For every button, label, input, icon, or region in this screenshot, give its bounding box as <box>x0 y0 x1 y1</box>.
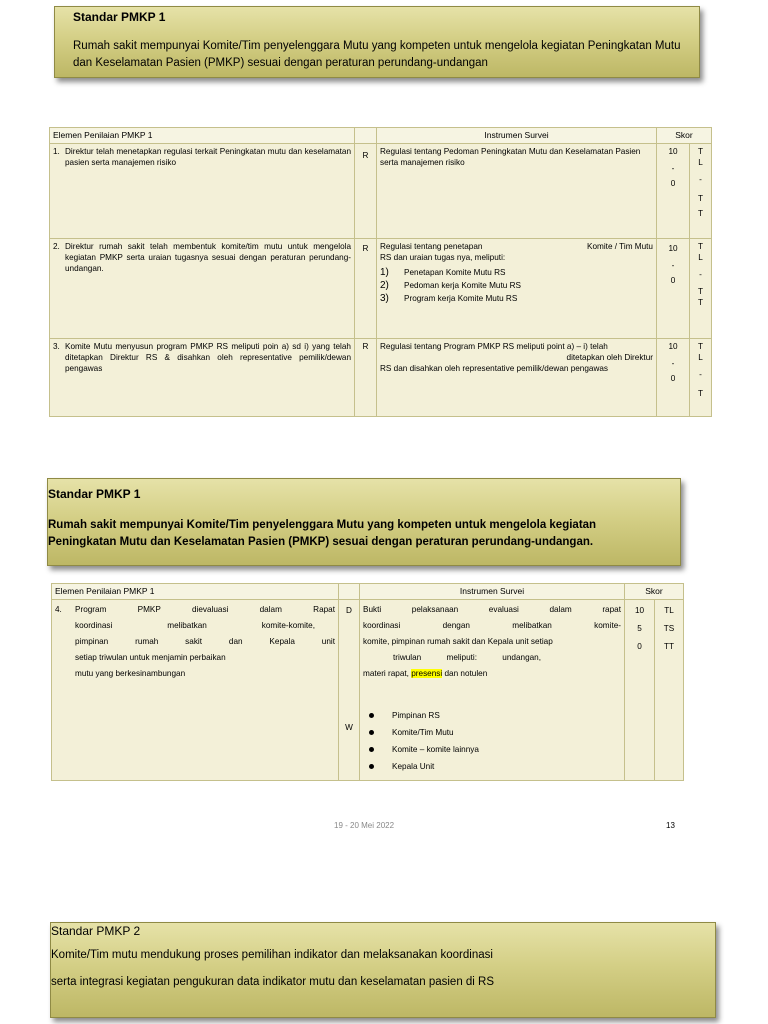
code-w: W <box>345 723 353 732</box>
list-item: Komite – komite lainnya <box>363 744 621 755</box>
instrumen-text: komite, pimpinan rumah sakit dan Kepala unit setiap <box>363 637 553 646</box>
instrumen-text: RS dan uraian tugas nya, meliputi: <box>380 253 506 262</box>
list-item: 1) Penetapan Komite Mutu RS <box>380 267 506 278</box>
header-elemen: Elemen Penilaian PMKP 1 <box>52 584 339 600</box>
row-number: 4. <box>55 605 62 614</box>
standard-banner-1 <box>54 6 700 78</box>
instrumen-text: triwulan meliputi: undangan, <box>393 653 541 662</box>
standard-text: Rumah sakit mempunyai Komite/Tim penyelenggara Mutu yang kompeten untuk mengelola kegiatan <box>48 519 597 531</box>
skor-cell: 10 - 0 <box>657 339 690 417</box>
code-cell: R <box>355 144 377 239</box>
assessment-table-1 <box>49 127 712 417</box>
list-item: Komite/Tim Mutu <box>363 727 621 738</box>
instrumen-text: Regulasi tentang Program PMKP RS meliputi point a) – i) telah <box>380 342 608 351</box>
header-skor: Skor <box>625 584 684 600</box>
skor-cell: 10 5 0 <box>625 600 655 781</box>
instrumen-text: Bukti pelaksanaan evaluasi dalam rapat <box>363 605 621 614</box>
standard-banner-3 <box>50 922 716 1018</box>
assessment-table-2 <box>51 583 684 781</box>
header-elemen: Elemen Penilaian PMKP 1 <box>50 128 355 144</box>
bullet-icon <box>369 764 374 769</box>
instrumen-text: dan notulen <box>444 669 488 678</box>
instrumen-text: Regulasi tentang penetapan <box>380 242 483 251</box>
elemen-text: Program PMKP dievaluasi dalam Rapat <box>75 605 335 614</box>
row-number: 2. <box>53 242 60 251</box>
instrumen-text: Komite / Tim Mutu <box>587 242 653 251</box>
participants-list <box>363 710 621 772</box>
standard-title: Standar PMKP 2 <box>51 924 141 938</box>
list-item: Kepala Unit <box>363 761 621 772</box>
elemen-text: mutu yang berkesinambungan <box>75 669 186 678</box>
header-instrumen: Instrumen Survei <box>377 128 657 144</box>
elemen-text: pimpinan rumah sakit dan Kepala unit <box>75 637 335 646</box>
standard-title: Standar PMKP 1 <box>48 487 141 501</box>
standard-text: Rumah sakit mempunyai Komite/Tim penyelenggara Mutu yang kompeten untuk mengelola kegiatan Peningkatan Mutu dan Keselamatan Pasien (PMKP) sesuai dengan peraturan perundang-undangan <box>73 40 681 69</box>
instrumen-text: ditetapkan oleh Direktur <box>566 353 653 362</box>
code-cell: R <box>355 239 377 339</box>
code-d: D <box>346 606 352 615</box>
skor-cell: 10 - 0 <box>657 144 690 239</box>
elemen-text: setiap triwulan untuk menjamin perbaikan <box>75 653 226 662</box>
table-row <box>50 239 712 339</box>
table-row <box>50 339 712 417</box>
instrumen-text: Regulasi tentang Pedoman Peningkatan Mutu dan Keselamatan Pasien serta manajemen risiko <box>377 144 657 239</box>
elemen-text: Komite Mutu menyusun program PMKP RS meliputi poin a) sd i) yang telah ditetapkan Direktur RS & disahkan oleh representative pemilik/dewan pengawas <box>65 342 351 373</box>
standard-title: Standar PMKP 1 <box>73 10 166 24</box>
grade-cell: T L - T T <box>690 239 712 339</box>
code-cell: R <box>355 339 377 417</box>
page-number: 13 <box>666 821 675 830</box>
requirements-list <box>380 267 653 304</box>
bullet-icon <box>369 747 374 752</box>
grade-cell: T L - T T <box>690 144 712 239</box>
grade-cell: TL TS TT <box>655 600 684 781</box>
skor-cell: 10 - 0 <box>657 239 690 339</box>
row-number: 1. <box>53 147 60 156</box>
standard-banner-2 <box>47 478 681 566</box>
list-item: 3) Program kerja Komite Mutu RS <box>380 293 518 304</box>
grade-cell: T L - T <box>690 339 712 417</box>
standard-text: Peningkatan Mutu dan Keselamatan Pasien (PMKP) sesuai dengan peraturan perundang-undangan. <box>48 536 594 548</box>
list-item: Pimpinan RS <box>363 710 621 721</box>
table-row <box>52 600 684 781</box>
elemen-text: koordinasi melibatkan komite-komite, <box>75 621 315 630</box>
header-skor: Skor <box>657 128 712 144</box>
instrumen-text: koordinasi dengan melibatkan komite- <box>363 621 621 630</box>
instrumen-text: materi rapat, <box>363 669 409 678</box>
elemen-text: Direktur telah menetapkan regulasi terkait Peningkatan mutu dan keselamatan pasien serta manajemen risiko <box>65 147 351 167</box>
header-instrumen: Instrumen Survei <box>360 584 625 600</box>
row-number: 3. <box>53 342 60 351</box>
instrumen-text: RS dan disahkan oleh representative pemilik/dewan pengawas <box>380 364 609 373</box>
standard-text: serta integrasi kegiatan pengukuran data indikator mutu dan keselamatan pasien di RS <box>51 976 495 988</box>
footer-date: 19 - 20 Mei 2022 <box>334 821 395 830</box>
highlighted-word: presensi <box>411 669 443 678</box>
elemen-text: Direktur rumah sakit telah membentuk komite/tim mutu untuk mengelola kegiatan PMKP serta uraian tugasnya sesuai dengan peraturan perundang-undangan. <box>65 242 351 273</box>
table-row <box>50 144 712 239</box>
bullet-icon <box>369 730 374 735</box>
standard-text: Komite/Tim mutu mendukung proses pemilihan indikator dan melaksanakan koordinasi <box>51 949 493 961</box>
bullet-icon <box>369 713 374 718</box>
list-item: 2) Pedoman kerja Komite Mutu RS <box>380 280 521 291</box>
